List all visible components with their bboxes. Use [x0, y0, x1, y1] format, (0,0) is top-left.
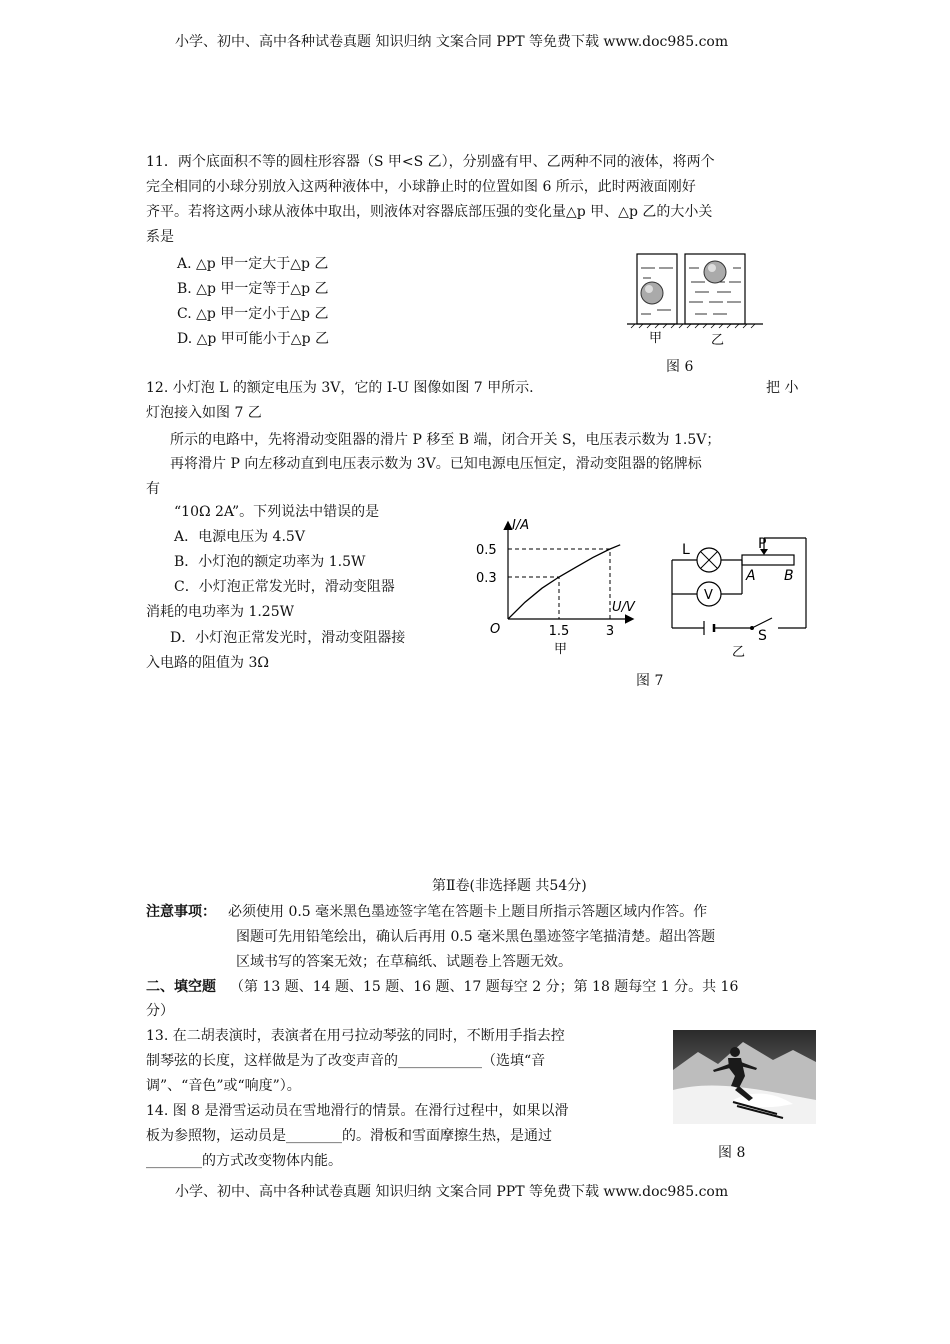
- q11-option-d: D. △p 甲可能小于△p 乙: [177, 331, 329, 347]
- switch: [752, 618, 772, 628]
- figure-7-iu-graph: [470, 515, 650, 660]
- x-tick-label: 3: [605, 624, 615, 639]
- fill-section-desc: （第 13 题、14 题、15 题、16 题、17 题每空 2 分；第 18 题每空 1 分。共 16: [230, 979, 739, 995]
- q13-line: 制琴弦的长度，这样做是为了改变声音的____________（选填“音: [146, 1053, 546, 1069]
- q12-option-d: D．小灯泡正常发光时，滑动变阻器接: [170, 630, 406, 646]
- figure-8-skier-photo: [673, 1030, 816, 1124]
- q12-option-a: A．电源电压为 4.5V: [174, 529, 305, 545]
- figure-7-circuit: [660, 530, 820, 660]
- switch-label: S: [758, 628, 767, 644]
- rheostat: [742, 555, 794, 565]
- q12-line: 12. 小灯泡 L 的额定电压为 3V，它的 I-U 图像如图 7 甲所示.: [146, 380, 534, 396]
- end-a-label: A: [746, 568, 756, 584]
- q11-line: 完全相同的小球分别放入这两种液体中，小球静止时的位置如图 6 所示，此时两液面刚好: [146, 179, 696, 195]
- page-footer: 小学、初中、高中各种试卷真题 知识归纳 文案合同 PPT 等免费下载 www.doc985.com: [175, 1184, 729, 1200]
- figure-6-caption: 图 6: [666, 359, 694, 375]
- q11-line: 系是: [146, 229, 174, 245]
- q12-line: 有: [146, 481, 160, 497]
- notice-label: 注意事项：: [146, 904, 216, 920]
- q11-line: 11．两个底面积不等的圆柱形容器（S 甲<S 乙），分别盛有甲、乙两种不同的液体，将两个: [146, 154, 715, 170]
- q12-line: “10Ω 2A”。下列说法中错误的是: [174, 504, 380, 520]
- fill-section-desc: 分）: [146, 1003, 174, 1019]
- x-tick-label: 1.5: [548, 624, 570, 639]
- figure-7-caption: 图 7: [636, 673, 664, 689]
- voltmeter-label: V: [704, 588, 713, 603]
- q12-line: 灯泡接入如图 7 乙: [146, 405, 262, 421]
- notice-line: 区域书写的答案无效；在草稿纸、试题卷上答题无效。: [236, 954, 572, 970]
- q11-option-a: A. △p 甲一定大于△p 乙: [177, 256, 329, 272]
- x-axis-label: U/V: [612, 600, 635, 615]
- q13-line: 调”、“音色”或“响度”）。: [146, 1078, 301, 1094]
- label-jia: 甲: [649, 331, 663, 346]
- notice-line: 必须使用 0.5 毫米黑色墨迹签字笔在答题卡上题目所指示答题区域内作答。作: [228, 904, 708, 920]
- q12-line-tail: 把 小: [766, 380, 799, 396]
- q11-line: 齐平。若将这两小球从液体中取出，则液体对容器底部压强的变化量△p 甲、△p 乙的大小关: [146, 204, 713, 220]
- dashed-guide: [508, 577, 559, 619]
- figure-6: [625, 248, 765, 348]
- lamp-label: L: [682, 542, 690, 558]
- fill-section-title: 二、填空题: [146, 979, 216, 995]
- slider-label: P: [758, 536, 767, 552]
- q14-line: ________的方式改变物体内能。: [146, 1153, 342, 1169]
- circuit-sub-label: 乙: [732, 645, 746, 660]
- figure-8-caption: 图 8: [718, 1145, 746, 1161]
- section-2-title: 第Ⅱ卷(非选择题 共54分): [432, 878, 587, 894]
- y-tick-label: 0.3: [476, 571, 497, 586]
- q11-option-b: B. △p 甲一定等于△p 乙: [177, 281, 329, 297]
- q12-option-b: B．小灯泡的额定功率为 1.5W: [174, 554, 366, 570]
- q12-line: 所示的电路中，先将滑动变阻器的滑片 P 移至 B 端，闭合开关 S，电压表示数为 1.5V；: [170, 432, 721, 448]
- q14-line: 板为参照物，运动员是________的。滑板和雪面摩擦生热，是通过: [146, 1128, 552, 1144]
- end-b-label: B: [784, 568, 794, 584]
- q13-line: 13. 在二胡表演时，表演者在用弓拉动琴弦的同时，不断用手指去控: [146, 1028, 565, 1044]
- y-tick-label: 0.5: [476, 543, 497, 558]
- q12-option-c: C．小灯泡正常发光时，滑动变阻器: [174, 579, 395, 595]
- ball-jia: [641, 282, 663, 304]
- ball-yi: [704, 261, 726, 283]
- q12-option-c-cont: 消耗的电功率为 1.25W: [146, 604, 295, 620]
- iu-curve: [508, 545, 620, 619]
- q14-line: 14. 图 8 是滑雪运动员在雪地滑行的情景。在滑行过程中，如果以滑: [146, 1103, 569, 1119]
- graph-sub-label: 甲: [554, 642, 568, 657]
- page-header: 小学、初中、高中各种试卷真题 知识归纳 文案合同 PPT 等免费下载 www.doc985.com: [175, 34, 729, 50]
- q12-line: 再将滑片 P 向左移动直到电压表示数为 3V。已知电源电压恒定，滑动变阻器的铭牌标: [170, 456, 702, 472]
- origin-label: O: [490, 622, 501, 637]
- q11-option-c: C. △p 甲一定小于△p 乙: [177, 306, 329, 322]
- label-yi: 乙: [711, 333, 725, 348]
- y-axis-label: I/A: [512, 518, 530, 533]
- notice-line: 图题可先用铅笔绘出，确认后再用 0.5 毫米黑色墨迹签字笔描清楚。超出答题: [236, 929, 716, 945]
- q12-option-d-cont: 入电路的阻值为 3Ω: [146, 655, 269, 671]
